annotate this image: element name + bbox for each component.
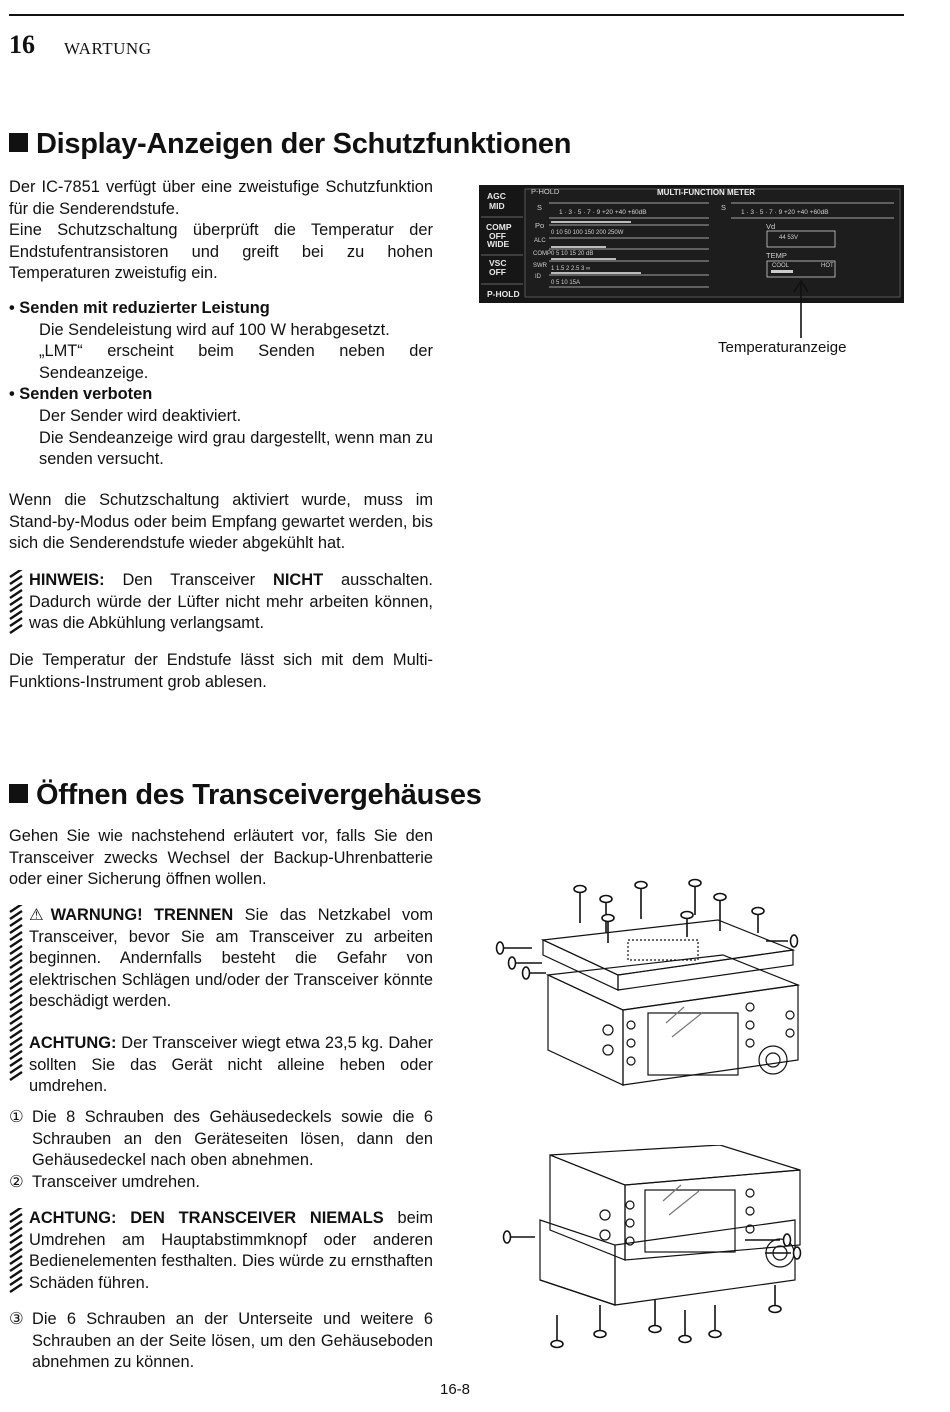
- transceiver-top-cover-illustration: [488, 875, 806, 1090]
- page-number: 16-8: [440, 1381, 471, 1398]
- step-number: ③: [9, 1310, 24, 1328]
- comp-mode-label: WIDE: [487, 239, 510, 249]
- section-1-title: Display-Anzeigen der Schutzfunktionen: [36, 128, 572, 160]
- caution-text: beim Umdrehen am Hauptabstimmknopf oder anderen Bedienelementen festhalten. Dies würde zu ernsthaften Schäden führen.: [29, 1209, 433, 1292]
- step-text: Transceiver umdrehen.: [32, 1173, 200, 1191]
- sub-s-meter-label: S: [721, 203, 727, 212]
- warning-label: ⚠WARNUNG! TRENNEN: [29, 906, 234, 924]
- bullet-line: Die Sendeanzeige wird grau dargestellt, wenn man zu senden versucht.: [39, 428, 433, 469]
- hint-text: Den Transceiver: [104, 571, 273, 589]
- paragraph-wait: Wenn die Schutzschaltung aktiviert wurde, muss im Stand-by-Modus oder beim Empfang gewartet werden, bis sich die Senderendstufe wieder abgekühlt hat.: [9, 491, 433, 553]
- caution-text: Der Transceiver wiegt etwa 23,5 kg. Daher sollten Sie das Gerät nicht alleine heben oder umdrehen.: [29, 1033, 433, 1096]
- section-1-heading: [9, 128, 571, 161]
- step-1: [9, 1107, 433, 1172]
- caution-label: ACHTUNG: DEN TRANSCEIVER NIEMALS: [29, 1209, 384, 1227]
- note-hatch-icon: [9, 570, 23, 634]
- step-number: ①: [9, 1108, 24, 1126]
- square-bullet-icon: [9, 133, 28, 152]
- comp-button-label: COMP: [486, 222, 512, 232]
- agc-button-label: AGC: [487, 191, 506, 201]
- caution-paragraph: [29, 1033, 433, 1098]
- comp-meter-scale: 0 5 10 15 20 dB: [551, 251, 594, 257]
- transceiver-bottom-cover-illustration: [495, 1145, 810, 1365]
- note-hatch-icon: [9, 905, 23, 1081]
- section-2-intro: Gehen Sie wie nachstehend erläutert vor, falls Sie den Transceiver zwecks Wechsel der Backup-Uhrenbatterie oder einer Sicherung öffnen wollen.: [9, 827, 433, 889]
- sub-s-meter-scale: 1 · 3 · 5 · 7 · 9 +20 +40 +60dB: [741, 209, 829, 216]
- warning-text: Sie das Netzkabel vom Transceiver, bevor Sie am Transceiver zu arbeiten beginnen. Andernfalls besteht die Gefahr von elektrischen Schlägen und/oder der Transceiver könnte beschädigt werden.: [29, 906, 433, 1011]
- header-rule: [9, 14, 904, 16]
- vsc-button-label: VSC: [489, 258, 507, 268]
- warning-paragraph: [29, 905, 433, 1013]
- step-text: Die 6 Schrauben an der Unterseite und weitere 6 Schrauben an der Seite lösen, um den Gehäuseboden abnehmen zu können.: [32, 1310, 433, 1372]
- swr-meter-scale: 1 1.5 2 2.5 3 ∞: [551, 266, 591, 272]
- section-1-intro: [9, 177, 433, 285]
- temperature-indicator-caption: Temperaturanzeige: [718, 339, 847, 356]
- s-meter-scale: 1 · 3 · 5 · 7 · 9 +20 +40 +60dB: [559, 209, 647, 216]
- hint-label: HINWEIS:: [29, 571, 105, 589]
- meter-row-label: Po: [535, 221, 545, 230]
- p-hold-button-label: P-HOLD: [487, 289, 520, 299]
- bullet-item: [9, 298, 433, 384]
- hint-text: ausschalten. Dadurch würde der Lüfter nicht mehr arbeiten können, was die Abkühlung verlangsamt.: [29, 571, 433, 633]
- warning-note: [9, 905, 433, 1098]
- chapter-title: WARTUNG: [64, 39, 152, 58]
- comp-state-label: OFF: [489, 231, 506, 241]
- chapter-number: 16: [9, 30, 35, 59]
- step-number: ②: [9, 1173, 24, 1191]
- hint-note: [9, 570, 433, 635]
- bullet-heading: • Senden mit reduzierter Leistung: [9, 299, 270, 317]
- protection-bullets: [9, 298, 433, 471]
- intro-paragraph: Der IC-7851 verfügt über eine zweistufige Schutzfunktion für die Senderendstufe.: [9, 178, 433, 218]
- vd-meter-label: Vd: [766, 222, 776, 231]
- paragraph-meter: Die Temperatur der Endstufe lässt sich mit dem Multi-Funktions-Instrument grob ablesen.: [9, 651, 433, 691]
- bullet-heading: • Senden verboten: [9, 385, 153, 404]
- po-meter-scale: 0 10 50 100 150 200 250W: [551, 230, 624, 236]
- id-meter-scale: 0 5 10 15A: [551, 280, 581, 286]
- step-3: [9, 1309, 433, 1374]
- note-hatch-icon: [9, 1208, 23, 1294]
- caution-note-2: [9, 1208, 433, 1294]
- arrow-up-icon: [792, 278, 810, 338]
- bullet-line: Die Sendeleistung wird auf 100 W herabgesetzt.: [39, 320, 390, 339]
- temp-cool-label: COOL: [772, 263, 790, 269]
- meter-row-label: ID: [535, 274, 541, 280]
- section-2-heading: [9, 779, 482, 812]
- vd-meter-scale: 44 53V: [779, 235, 799, 241]
- vsc-state-label: OFF: [489, 267, 506, 277]
- temp-meter-label: TEMP: [766, 251, 787, 260]
- agc-mode-label: MID: [489, 201, 505, 211]
- step-text: Die 8 Schrauben des Gehäusedeckels sowie die 6 Schrauben an den Geräteseiten lösen, dann den Gehäusedeckel nach oben abnehmen.: [32, 1108, 433, 1170]
- multi-function-meter-display: [479, 185, 904, 303]
- section-2-title: Öffnen des Transceivergehäuses: [36, 779, 482, 811]
- square-bullet-icon: [9, 784, 28, 803]
- bullet-line: „LMT“ erscheint beim Senden neben der Sendeanzeige.: [39, 342, 433, 382]
- step-2: [9, 1172, 433, 1194]
- meter-row-label: SWR: [533, 263, 547, 269]
- bullet-line: Der Sender wird deaktiviert.: [39, 406, 242, 425]
- p-hold-indicator: P-HOLD: [531, 187, 560, 196]
- meter-title: MULTI-FUNCTION METER: [657, 188, 756, 197]
- caution-label: ACHTUNG:: [29, 1033, 117, 1052]
- meter-row-label: ALC: [534, 238, 546, 244]
- temp-hot-label: HOT: [821, 263, 834, 269]
- meter-row-label: COMP: [533, 251, 551, 257]
- meter-row-label: S: [537, 203, 543, 212]
- intro-paragraph: Eine Schutzschaltung überprüft die Temperatur der Endstufentransistoren und greift bei zu hohen Temperaturen zweistufig ein.: [9, 221, 433, 283]
- hint-emphasis: NICHT: [273, 571, 324, 589]
- bullet-item: [9, 384, 433, 470]
